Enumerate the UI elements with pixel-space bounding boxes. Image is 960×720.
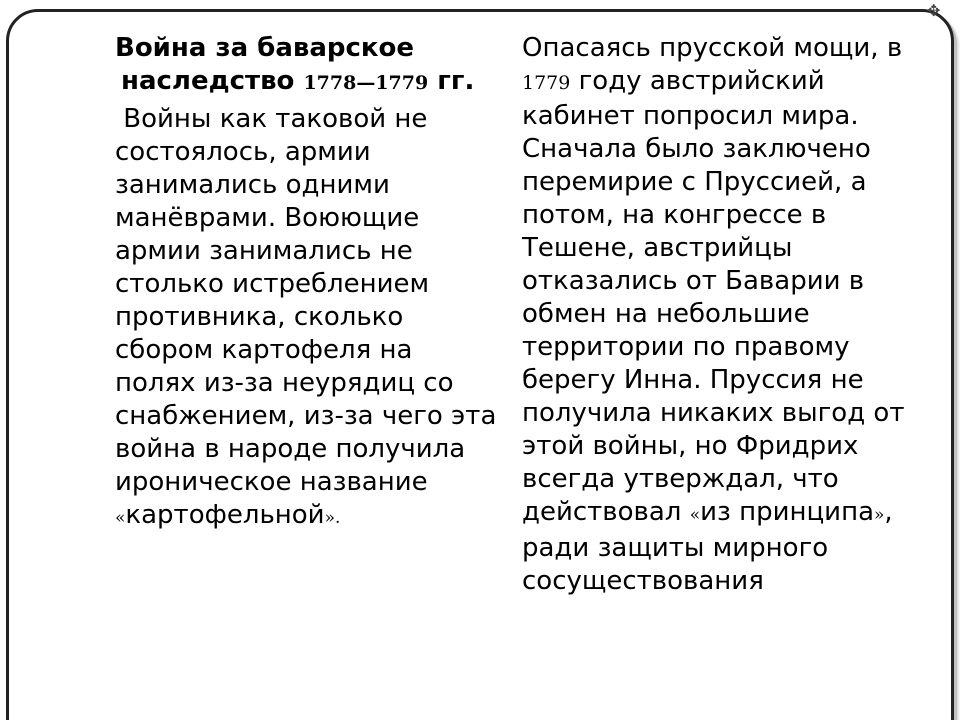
right-column xyxy=(522,32,912,598)
slide-title xyxy=(115,32,500,100)
right-quote-close: » xyxy=(874,505,885,525)
left-quoted-word: картофельной xyxy=(125,500,325,530)
right-paragraph xyxy=(522,32,912,598)
left-quote-open: « xyxy=(115,508,126,528)
left-column xyxy=(115,32,500,535)
title-suffix: гг. xyxy=(428,66,475,96)
title-years: 1778—1779 xyxy=(303,72,429,94)
title-text: Война за баварское наследство xyxy=(115,33,415,96)
left-paragraph-text: Войны как таковой не состоялось, армии занимались одними манёврами. Воюющие армии занимались не столько истреблением противника, сколько сбором картофеля на полях из-за неурядиц со снабжением, из-за чего эта война в народе получила ироническое название xyxy=(115,104,497,497)
right-paragraph-text-2: году австрийский кабинет попросил мира. Сначала было заключено перемирие с Пруссией, а потом, на конгрессе в Тешене, австрийцы отказались от Баварии в обмен на небольшие территории по правому берегу Инна. Пруссия не получила никаких выгод от этой войны, но Фридрих всегда утверждал, что действовал xyxy=(522,66,905,527)
ornament-icon: ✥ xyxy=(927,1,941,20)
left-quote-close: ». xyxy=(324,508,341,528)
right-paragraph-year: 1779 xyxy=(522,72,571,94)
right-quote-open: « xyxy=(689,505,701,525)
right-quoted-phrase: из принципа xyxy=(700,497,875,527)
right-paragraph-text-1: Опасаясь прусской мощи, в xyxy=(522,33,903,63)
left-paragraph xyxy=(115,103,500,535)
right-paragraph-text-3: , ради защиты мирного сосуществования xyxy=(522,497,893,596)
